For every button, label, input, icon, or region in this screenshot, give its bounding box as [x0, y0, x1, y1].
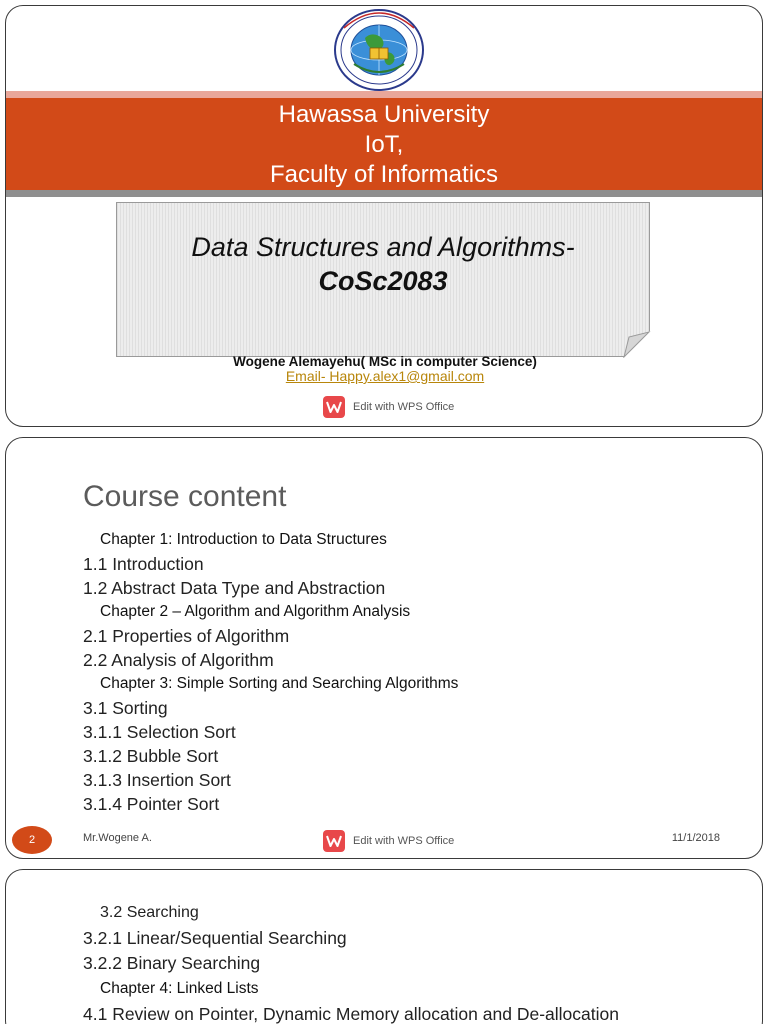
course-content-list	[83, 900, 753, 1024]
wps-label: Edit with WPS Office	[353, 835, 455, 847]
course-title: Data Structures and Algorithms-	[191, 232, 575, 262]
edit-with-wps-button[interactable]	[323, 830, 454, 852]
title-slide	[5, 5, 763, 427]
wps-label: Edit with WPS Office	[353, 401, 455, 413]
footer-date: 11/1/2018	[671, 832, 720, 844]
banner-institute: IoT,	[364, 131, 404, 158]
list-item: 2.2 Analysis of Algorithm	[83, 649, 274, 670]
course-content-list	[83, 528, 753, 816]
footer-author: Mr.Wogene A.	[83, 832, 152, 844]
edit-with-wps-button[interactable]	[323, 396, 454, 418]
list-item: Chapter 1: Introduction to Data Structures	[100, 531, 387, 548]
banner-top-stripe	[6, 91, 762, 98]
list-item: 3.2 Searching	[100, 903, 199, 921]
wps-logo-icon	[323, 830, 345, 852]
course-content-slide	[5, 437, 763, 859]
university-logo-icon	[332, 8, 426, 92]
course-content-continued-slide	[5, 869, 763, 1024]
banner-bottom-stripe	[6, 190, 762, 197]
university-banner	[6, 98, 762, 190]
course-code: CoSc2083	[318, 266, 448, 296]
list-item: Chapter 2 – Algorithm and Algorithm Analysis	[100, 603, 411, 620]
banner-faculty: Faculty of Informatics	[269, 161, 499, 188]
page-number-badge: 2	[12, 826, 52, 854]
list-item: 1.1 Introduction	[83, 553, 204, 574]
author-email-link[interactable]: Email- Happy.alex1@gmail.com	[285, 368, 485, 384]
wps-logo-icon	[323, 396, 345, 418]
list-item: 3.2.2 Binary Searching	[83, 953, 261, 974]
list-item: 3.2.1 Linear/Sequential Searching	[83, 927, 347, 948]
list-item: 3.1.4 Pointer Sort	[83, 793, 220, 814]
banner-university-name: Hawassa University	[278, 101, 490, 128]
list-item: 3.1.2 Bubble Sort	[83, 745, 219, 766]
list-item: 1.2 Abstract Data Type and Abstraction	[83, 577, 386, 598]
author-name: Wogene Alemayehu( MSc in computer Science)	[233, 354, 537, 369]
list-item: 3.1.1 Selection Sort	[83, 721, 236, 742]
list-item: 2.1 Properties of Algorithm	[83, 625, 290, 646]
list-item: 4.1 Review on Pointer, Dynamic Memory allocation and De-allocation	[83, 1004, 619, 1024]
list-item: 3.1 Sorting	[83, 697, 168, 718]
slide-title: Course content	[83, 480, 287, 513]
list-item: Chapter 3: Simple Sorting and Searching Algorithms	[100, 675, 459, 692]
list-item: Chapter 4: Linked Lists	[100, 980, 259, 998]
list-item: 3.1.3 Insertion Sort	[83, 769, 231, 790]
